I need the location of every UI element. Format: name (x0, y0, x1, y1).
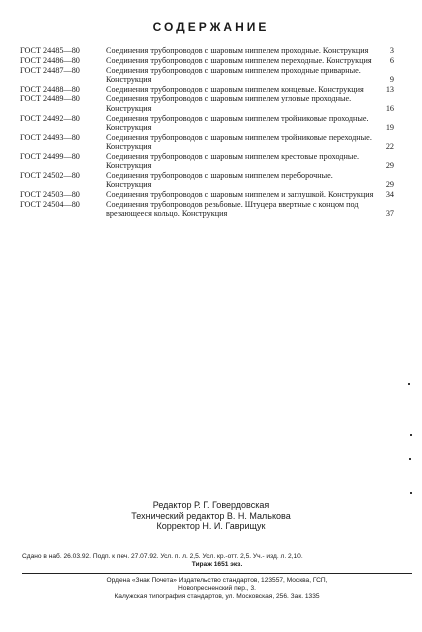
toc-entry-title: Соединения трубопроводов с шаровым ниппелем угловые проходные. Конструкция (106, 94, 352, 113)
toc-entry (14, 190, 394, 199)
toc-entry (14, 94, 394, 113)
imprint-publisher-address: Новопресненский пер., 3. (178, 584, 256, 592)
toc-entry-code: ГОСТ 24502—80 (20, 170, 80, 180)
imprint-block (22, 553, 412, 601)
toc-entry (14, 85, 394, 94)
toc-entry-title: Соединения трубопроводов с шаровым ниппелем проходные. Конструкция (106, 46, 369, 55)
proofreader-credit: Корректор Н. И. Гаврищук (156, 521, 266, 531)
toc-entry-code: ГОСТ 24485—80 (20, 46, 80, 55)
toc-entry-page: 34 (385, 189, 394, 199)
editor-credit: Редактор Р. Г. Говердовская (152, 500, 270, 510)
toc-entry-code: ГОСТ 24503—80 (20, 189, 80, 199)
imprint-print-details: Сдано в наб. 26.03.92. Подп. к печ. 27.07.92. Усл. п. л. 2,5. Усл. кр.-отт. 2,5. Уч.- изд. л. 2,10. (22, 553, 303, 560)
toc-entry (14, 46, 394, 55)
print-speck (409, 458, 411, 460)
toc-entry (14, 200, 394, 219)
imprint-run: Тираж 1651 экз. (191, 561, 243, 569)
toc-entry-page: 16 (385, 103, 394, 113)
toc-entry-code: ГОСТ 24504—80 (20, 199, 80, 209)
toc-entry-page: 19 (385, 122, 394, 132)
toc-entry (14, 152, 394, 171)
toc-entry (14, 66, 394, 85)
imprint-publisher: Ордена «Знак Почета» Издательство стандартов, 123557, Москва, ГСП, (106, 576, 328, 584)
toc-entry (14, 114, 394, 133)
print-speck (410, 434, 412, 436)
toc-entry-page: 13 (385, 84, 394, 94)
credits-block (0, 500, 422, 532)
toc-entry-title: Соединения трубопроводов с шаровым ниппелем крестовые проходные. Конструкция (106, 151, 360, 171)
toc-entry-page: 22 (385, 141, 394, 151)
page-title: СОДЕРЖАНИЕ (152, 20, 270, 34)
toc-entry (14, 171, 394, 190)
toc-entry-page: 3 (389, 46, 394, 55)
toc-entry-title: Соединения трубопроводов резьбовые. Штуцера ввертные с концом под врезающееся кольцо. Конструкция (106, 199, 359, 219)
imprint-divider (22, 573, 412, 574)
toc-entry-title: Соединения трубопроводов с шаровым ниппелем тройниковые проходные. Конструкция (106, 113, 369, 132)
toc-entry-code: ГОСТ 24489—80 (20, 94, 80, 104)
toc-entry-page: 29 (385, 180, 394, 190)
toc-entry-title: Соединения трубопроводов с шаровым ниппелем и заглушкой. Конструкция (106, 189, 374, 199)
toc-entry-page: 6 (389, 55, 394, 65)
table-of-contents (14, 46, 394, 219)
toc-entry-page: 29 (385, 161, 394, 171)
toc-entry-title: Соединения трубопроводов с шаровым ниппелем переборочные. Конструкция (106, 170, 333, 190)
toc-entry-title: Соединения трубопроводов с шаровым ниппелем концевые. Конструкция (106, 84, 364, 94)
imprint-printer: Калужская типография стандартов, ул. Московская, 256. Зак. 1335 (114, 593, 320, 601)
toc-entry-title: Соединения трубопроводов с шаровым ниппелем проходные приварные. Конструкция (106, 65, 361, 84)
print-speck (410, 492, 412, 494)
toc-entry (14, 56, 394, 65)
toc-entry-title: Соединения трубопроводов с шаровым ниппелем переходные. Конструкция (106, 55, 372, 65)
toc-entry-page: 37 (385, 209, 394, 219)
toc-entry-code: ГОСТ 24488—80 (20, 84, 80, 94)
toc-entry-page: 9 (389, 74, 394, 84)
toc-entry-code: ГОСТ 24493—80 (20, 132, 80, 142)
toc-entry-title: Соединения трубопроводов с шаровым ниппелем тройниковые переходные. Конструкция (106, 132, 372, 151)
toc-entry (14, 133, 394, 152)
print-speck (408, 383, 410, 385)
toc-entry-code: ГОСТ 24487—80 (20, 65, 80, 75)
toc-entry-code: ГОСТ 24492—80 (20, 113, 80, 123)
tech-editor-credit: Технический редактор В. Н. Малькова (131, 510, 291, 521)
toc-entry-code: ГОСТ 24499—80 (20, 151, 80, 161)
toc-entry-code: ГОСТ 24486—80 (20, 55, 80, 65)
